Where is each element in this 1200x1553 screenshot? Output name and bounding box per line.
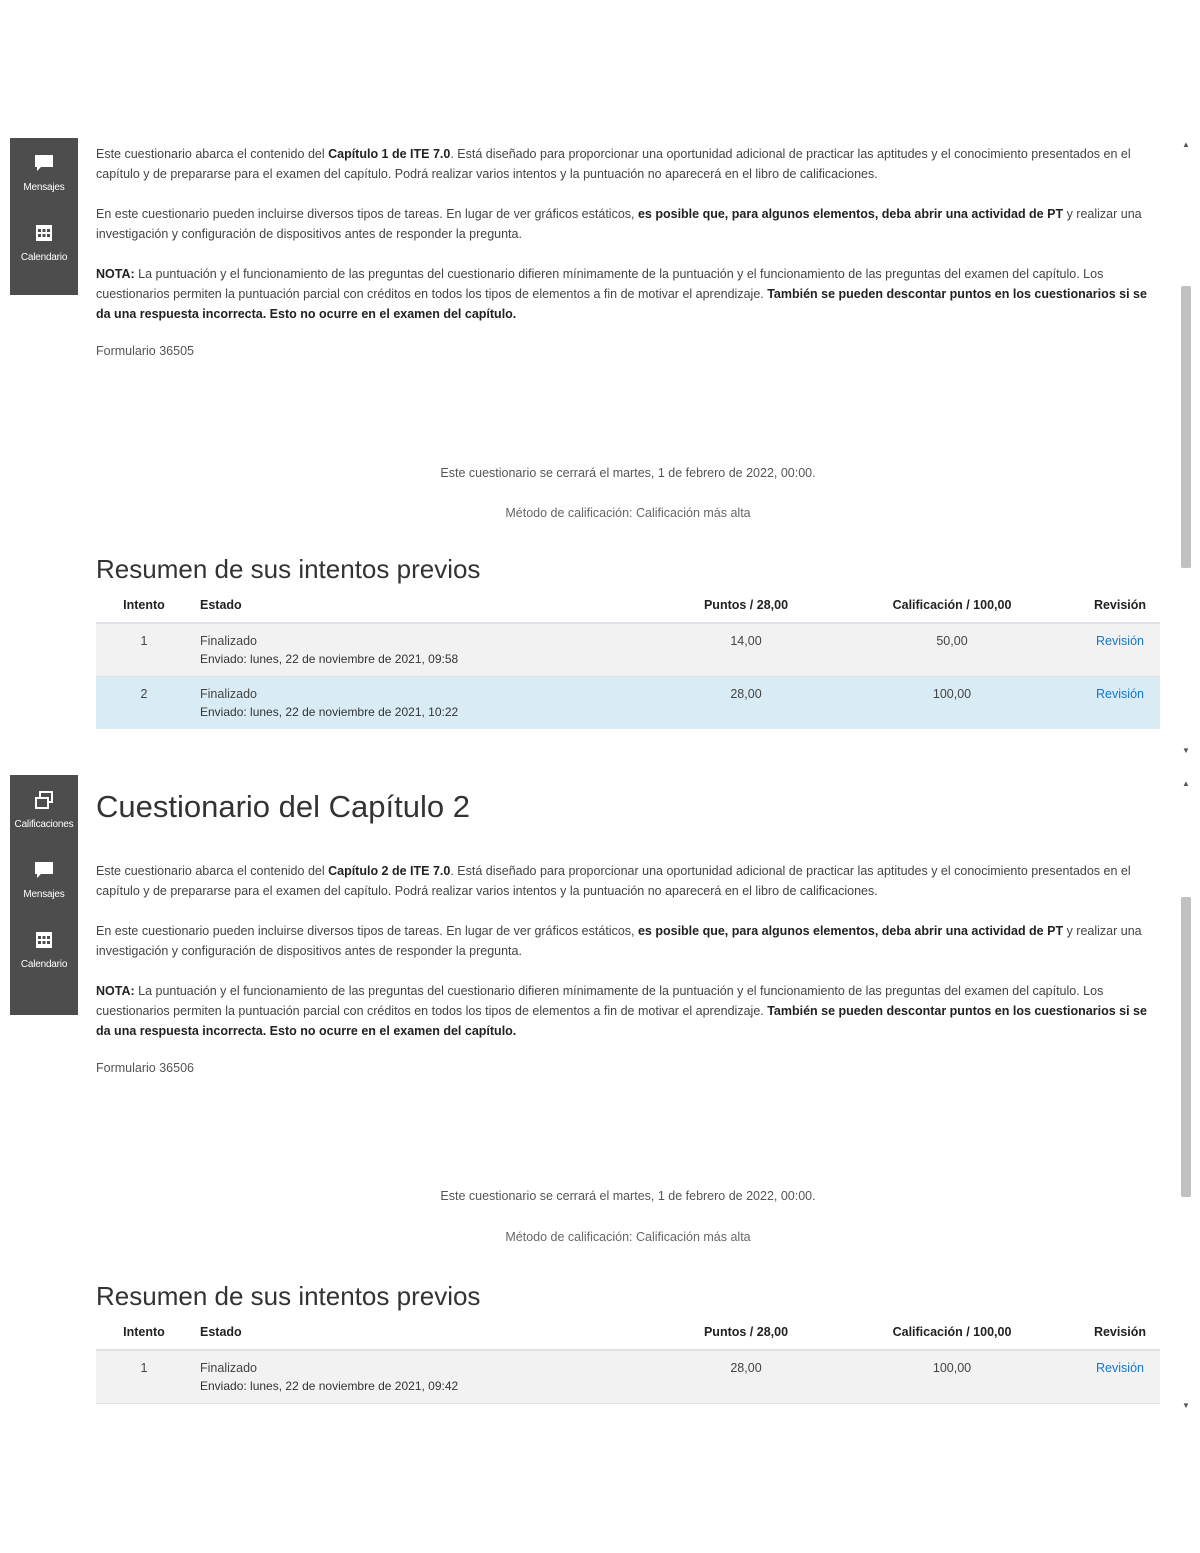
review-cell (1080, 1350, 1160, 1404)
close-date: Este cuestionario se cerrará el martes, 1 de febrero de 2022, 00:00. (440, 1189, 816, 1203)
review-cell (1080, 623, 1160, 677)
col-estado: Estado (192, 592, 668, 623)
screenshot-quiz-1 (0, 138, 1200, 760)
grading-method: Método de calificación: Calificación más alta (505, 1230, 751, 1244)
attempt-number: 1 (96, 1350, 192, 1404)
table-row (96, 677, 1160, 730)
attempt-points: 28,00 (668, 677, 824, 730)
col-intento: Intento (96, 592, 192, 623)
sidebar-item-grades[interactable] (10, 775, 78, 845)
col-revision: Revisión (1080, 1319, 1160, 1350)
attempt-points: 14,00 (668, 623, 824, 677)
sidebar-item-calendar[interactable] (10, 208, 78, 278)
table-row (96, 1350, 1160, 1404)
calendar-icon (33, 222, 55, 244)
table-header-row (96, 1319, 1160, 1350)
sidebar-item-label: Mensajes (23, 182, 65, 193)
sidebar-item-label: Calendario (20, 252, 68, 263)
review-link[interactable]: Revisión (1096, 1361, 1144, 1375)
message-icon (33, 152, 55, 174)
status-text: Finalizado (200, 1361, 257, 1375)
sidebar-item-calendar[interactable] (10, 915, 78, 985)
scroll-down-arrow[interactable]: ▼ (1182, 1401, 1190, 1410)
table-row (96, 623, 1160, 677)
scrollbar-thumb[interactable] (1181, 286, 1191, 568)
quiz-description (96, 861, 1160, 1075)
review-link[interactable]: Revisión (1096, 687, 1144, 701)
col-intento: Intento (96, 1319, 192, 1350)
sent-date: Enviado: lunes, 22 de noviembre de 2021, 09:58 (200, 652, 459, 666)
sent-date: Enviado: lunes, 22 de noviembre de 2021, 09:42 (200, 1379, 459, 1393)
calendar-icon (33, 929, 55, 951)
attempt-grade: 50,00 (824, 623, 1080, 677)
summary-title: Resumen de sus intentos previos (96, 1281, 481, 1311)
sidebar (10, 138, 78, 295)
col-estado: Estado (192, 1319, 668, 1350)
review-cell (1080, 677, 1160, 730)
attempt-status (192, 1350, 668, 1404)
col-puntos: Puntos / 28,00 (668, 1319, 824, 1350)
page-title: Cuestionario del Capítulo 2 (96, 789, 470, 824)
scroll-up-arrow[interactable]: ▲ (1182, 779, 1190, 788)
tasks-paragraph: En este cuestionario pueden incluirse diversos tipos de tareas. En lugar de ver gráficos estáticos, es posible que, para algunos elementos, deba abrir una actividad de PT y realizar una investigación y configuración de dispositivos antes de responder la pregunta. (96, 924, 1142, 958)
description-paragraph: Este cuestionario abarca el contenido del Capítulo 1 de ITE 7.0. Está diseñado para proporcionar una oportunidad adicional de practicar las aptitudes y el conocimiento presentados en el capítulo y de prepararse para el examen del capítulo. Podrá realizar varios intentos y la puntuación no aparecerá en el libro de calificaciones. (96, 147, 1131, 181)
summary-title: Resumen de sus intentos previos (96, 554, 481, 584)
attempts-table (96, 1319, 1160, 1404)
attempt-points: 28,00 (668, 1350, 824, 1404)
grading-method: Método de calificación: Calificación más alta (505, 506, 751, 520)
scroll-up-arrow[interactable]: ▲ (1182, 140, 1190, 149)
sidebar-item-messages[interactable] (10, 138, 78, 208)
status-text: Finalizado (200, 687, 257, 701)
col-puntos: Puntos / 28,00 (668, 592, 824, 623)
sent-date: Enviado: lunes, 22 de noviembre de 2021, 10:22 (200, 705, 459, 719)
screenshot-quiz-2 (0, 775, 1200, 1415)
attempt-number: 1 (96, 623, 192, 677)
sidebar-item-label: Mensajes (23, 889, 65, 900)
note-paragraph: NOTA: La puntuación y el funcionamiento de las preguntas del cuestionario difieren mínimamente de la puntuación y el funcionamiento de las preguntas del examen del capítulo. Los cuestionarios permiten la puntuación parcial con créditos en todos los tipos de elementos a fin de motivar el aprendizaje. También se pueden descontar puntos en los cuestionarios si se da una respuesta incorrecta. Esto no ocurre en el examen del capítulo. (96, 984, 1147, 1038)
attempt-status (192, 623, 668, 677)
sidebar-item-messages[interactable] (10, 845, 78, 915)
attempt-grade: 100,00 (824, 677, 1080, 730)
description-paragraph: Este cuestionario abarca el contenido del Capítulo 2 de ITE 7.0. Está diseñado para proporcionar una oportunidad adicional de practicar las aptitudes y el conocimiento presentados en el capítulo y de prepararse para el examen del capítulo. Podrá realizar varios intentos y la puntuación no aparecerá en el libro de calificaciones. (96, 864, 1131, 898)
close-date: Este cuestionario se cerrará el martes, 1 de febrero de 2022, 00:00. (440, 466, 816, 480)
quiz-description (96, 144, 1160, 358)
sidebar-item-label: Calificaciones (14, 819, 74, 830)
review-link[interactable]: Revisión (1096, 634, 1144, 648)
col-calificacion: Calificación / 100,00 (824, 1319, 1080, 1350)
attempt-status (192, 677, 668, 730)
sidebar (10, 775, 78, 1015)
attempts-table (96, 592, 1160, 729)
form-code: Formulario 36506 (96, 1061, 194, 1075)
table-header-row (96, 592, 1160, 623)
grades-icon (33, 789, 55, 811)
status-text: Finalizado (200, 634, 257, 648)
tasks-paragraph: En este cuestionario pueden incluirse diversos tipos de tareas. En lugar de ver gráficos estáticos, es posible que, para algunos elementos, deba abrir una actividad de PT y realizar una investigación y configuración de dispositivos antes de responder la pregunta. (96, 207, 1142, 241)
attempt-number: 2 (96, 677, 192, 730)
form-code: Formulario 36505 (96, 344, 194, 358)
scrollbar-thumb[interactable] (1181, 897, 1191, 1197)
col-calificacion: Calificación / 100,00 (824, 592, 1080, 623)
attempt-grade: 100,00 (824, 1350, 1080, 1404)
note-paragraph: NOTA: La puntuación y el funcionamiento de las preguntas del cuestionario difieren mínimamente de la puntuación y el funcionamiento de las preguntas del examen del capítulo. Los cuestionarios permiten la puntuación parcial con créditos en todos los tipos de elementos a fin de motivar el aprendizaje. También se pueden descontar puntos en los cuestionarios si se da una respuesta incorrecta. Esto no ocurre en el examen del capítulo. (96, 267, 1147, 321)
scroll-down-arrow[interactable]: ▼ (1182, 746, 1190, 755)
message-icon (33, 859, 55, 881)
sidebar-item-label: Calendario (20, 959, 68, 970)
col-revision: Revisión (1080, 592, 1160, 623)
